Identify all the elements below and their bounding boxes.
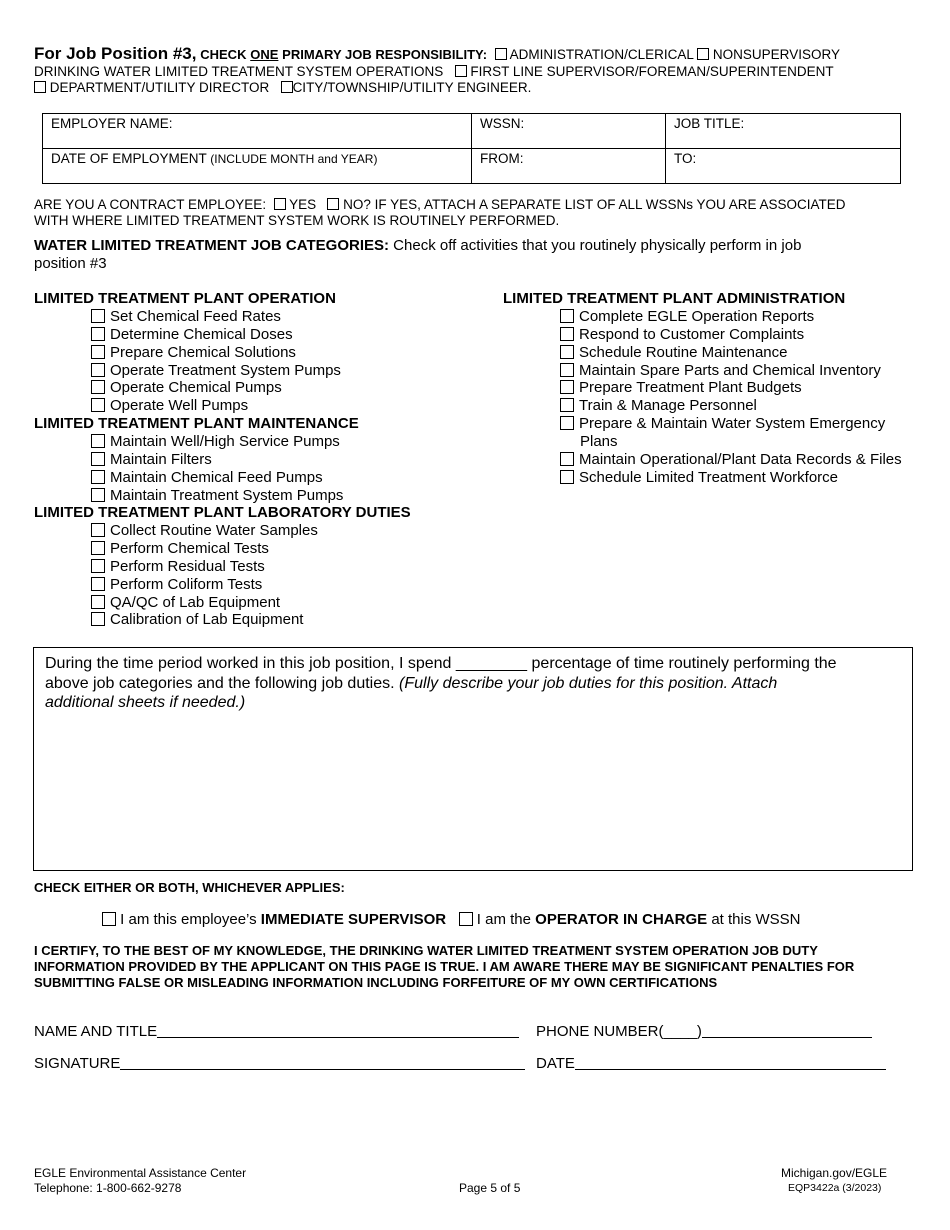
checkbox[interactable] [91,470,105,484]
date-field[interactable]: DATE [536,1055,886,1072]
list-item[interactable]: Maintain Spare Parts and Chemical Inventory [560,362,881,379]
option-director: DEPARTMENT/UTILITY DIRECTOR [49,80,270,95]
job-options-line2 [34,64,834,79]
page-number: Page 5 of 5 [459,1181,521,1195]
list-item[interactable]: Prepare & Maintain Water System Emergency [560,415,885,432]
phone-field[interactable]: PHONE NUMBER(____) [536,1023,872,1040]
checkbox[interactable] [91,612,105,626]
operation-heading: LIMITED TREATMENT PLANT OPERATION [34,290,336,307]
duties-line2: above job categories and the following job duties. (Fully describe your job duties for this position. Attach [45,674,778,692]
checkbox[interactable] [560,470,574,484]
immediate-supervisor-checkbox[interactable] [102,912,116,926]
list-item[interactable]: Perform Residual Tests [91,558,265,575]
checkbox[interactable] [91,577,105,591]
duties-line3: additional sheets if needed.) [45,694,246,711]
administration-heading: LIMITED TREATMENT PLANT ADMINISTRATION [503,290,846,307]
categories-intro-cont: position #3 [34,255,107,272]
job-duties-textarea[interactable] [33,647,913,871]
from-field[interactable]: FROM: [472,149,666,184]
option-nonsupervisory: NONSUPERVISORY [712,47,840,62]
categories-intro: WATER LIMITED TREATMENT JOB CATEGORIES: Check off activities that you routinely physically perform in job [34,237,802,254]
laboratory-heading: LIMITED TREATMENT PLANT LABORATORY DUTIES [34,504,411,521]
list-item[interactable]: Maintain Filters [91,451,212,468]
list-item[interactable]: Maintain Chemical Feed Pumps [91,469,323,486]
footer-org: EGLE Environmental Assistance Center [34,1166,247,1180]
checkbox[interactable] [560,345,574,359]
contract-no-checkbox[interactable] [327,198,339,210]
department-director-checkbox[interactable] [34,81,46,93]
checkbox[interactable] [91,363,105,377]
list-item[interactable]: Prepare Chemical Solutions [91,344,296,361]
checkbox[interactable] [91,380,105,394]
contract-yes-checkbox[interactable] [274,198,286,210]
checkbox[interactable] [91,488,105,502]
contract-yes-label: YES [289,197,317,212]
checkbox[interactable] [560,327,574,341]
list-item[interactable]: Determine Chemical Doses [91,326,293,343]
position-title: For Job Position #3, [34,44,197,63]
supervisor-options: I am this employee’s IMMEDIATE SUPERVISOR I am the OPERATOR IN CHARGE at this WSSN [102,911,801,928]
duties-line1: During the time period worked in this job position, I spend ________ percentage of time routinely performing the [45,655,837,672]
list-item[interactable]: Perform Coliform Tests [91,576,262,593]
checkbox[interactable] [91,541,105,555]
list-item[interactable]: Train & Manage Personnel [560,397,757,414]
option-admin: ADMINISTRATION/CLERICAL [509,47,694,62]
form-number: EQP3422a (3/2023) [788,1182,882,1194]
signature-field[interactable]: SIGNATURE [34,1055,525,1072]
option-nonsupervisory-cont: DRINKING WATER LIMITED TREATMENT SYSTEM OPERATIONS [34,64,444,79]
list-item[interactable]: Complete EGLE Operation Reports [560,308,814,325]
job-title-field[interactable]: JOB TITLE: [666,114,901,149]
certification-text: I CERTIFY, TO THE BEST OF MY KNOWLEDGE, THE DRINKING WATER LIMITED TREATMENT SYSTEM OPERATION JOB DUTY INFORMATION PROVIDED BY THE APPLICANT ON THIS PAGE IS TRUE. I AM AWARE THERE MAY BE SIGNIFICANT PENALTIES FOR SUBMITTING FALSE OR MISLEADING INFORMATION INCLUDING FORFEITURE OF MY OWN CERTIFICATIONS [34,943,855,990]
list-item[interactable]: Operate Well Pumps [91,397,248,414]
list-item[interactable]: Respond to Customer Complaints [560,326,804,343]
first-line-supervisor-checkbox[interactable] [455,65,467,77]
list-item[interactable]: Operate Treatment System Pumps [91,362,341,379]
footer-site: Michigan.gov/EGLE [781,1166,888,1180]
nonsupervisory-checkbox[interactable] [697,48,709,60]
list-item[interactable]: Schedule Routine Maintenance [560,344,787,361]
list-item[interactable]: Maintain Well/High Service Pumps [91,433,340,450]
list-item[interactable]: Collect Routine Water Samples [91,522,318,539]
to-field[interactable]: TO: [666,149,901,184]
check-one: ONE [250,47,279,62]
list-item[interactable]: Calibration of Lab Equipment [91,611,303,628]
list-item-continuation: Plans [580,433,618,450]
checkbox[interactable] [560,398,574,412]
checkbox[interactable] [560,309,574,323]
employer-name-field[interactable]: EMPLOYER NAME: [43,114,472,149]
maintenance-heading: LIMITED TREATMENT PLANT MAINTENANCE [34,415,359,432]
checkbox[interactable] [91,434,105,448]
checkbox[interactable] [91,559,105,573]
list-item[interactable]: QA/QC of Lab Equipment [91,594,280,611]
list-item[interactable]: Set Chemical Feed Rates [91,308,281,325]
engineer-checkbox[interactable] [281,81,293,93]
contract-line2: WITH WHERE LIMITED TREATMENT SYSTEM WORK IS ROUTINELY PERFORMED. [34,213,560,228]
list-item[interactable]: Schedule Limited Treatment Workforce [560,469,838,486]
footer-telephone: Telephone: 1-800-662-9278 [34,1181,182,1195]
checkbox[interactable] [91,309,105,323]
operator-in-charge-checkbox[interactable] [459,912,473,926]
list-item[interactable]: Maintain Treatment System Pumps [91,487,343,504]
checkbox[interactable] [560,380,574,394]
checkbox[interactable] [91,327,105,341]
contract-question: ARE YOU A CONTRACT EMPLOYEE: YES NO? IF YES, ATTACH A SEPARATE LIST OF ALL WSSNs YOU ARE ASSOCIATED [34,197,846,212]
checkbox[interactable] [91,398,105,412]
checkbox[interactable] [91,595,105,609]
employer-table [42,113,901,184]
check-either-label: CHECK EITHER OR BOTH, WHICHEVER APPLIES: [34,880,345,895]
check-suffix: PRIMARY JOB RESPONSIBILITY: [282,47,488,62]
contract-no-label: NO? IF YES, ATTACH A SEPARATE LIST OF ALL WSSNs YOU ARE ASSOCIATED [343,197,846,212]
job-position-header [34,44,840,64]
checkbox[interactable] [91,452,105,466]
checkbox[interactable] [91,345,105,359]
admin-clerical-checkbox[interactable] [495,48,507,60]
list-item[interactable]: Maintain Operational/Plant Data Records & Files [560,451,902,468]
name-title-field[interactable]: NAME AND TITLE [34,1023,519,1040]
checkbox[interactable] [91,523,105,537]
checkbox[interactable] [560,452,574,466]
list-item[interactable]: Operate Chemical Pumps [91,379,282,396]
list-item[interactable]: Perform Chemical Tests [91,540,269,557]
wssn-field[interactable]: WSSN: [472,114,666,149]
option-engineer: CITY/TOWNSHIP/UTILITY ENGINEER. [292,80,532,95]
checkbox[interactable] [560,363,574,377]
list-item[interactable]: Prepare Treatment Plant Budgets [560,379,802,396]
option-first-line: FIRST LINE SUPERVISOR/FOREMAN/SUPERINTENDENT [470,64,834,79]
check-prefix: CHECK [200,47,247,62]
job-options-line3 [34,80,531,95]
checkbox[interactable] [560,416,574,430]
date-of-employment-field: DATE OF EMPLOYMENT (INCLUDE MONTH and YEAR) [43,149,472,184]
